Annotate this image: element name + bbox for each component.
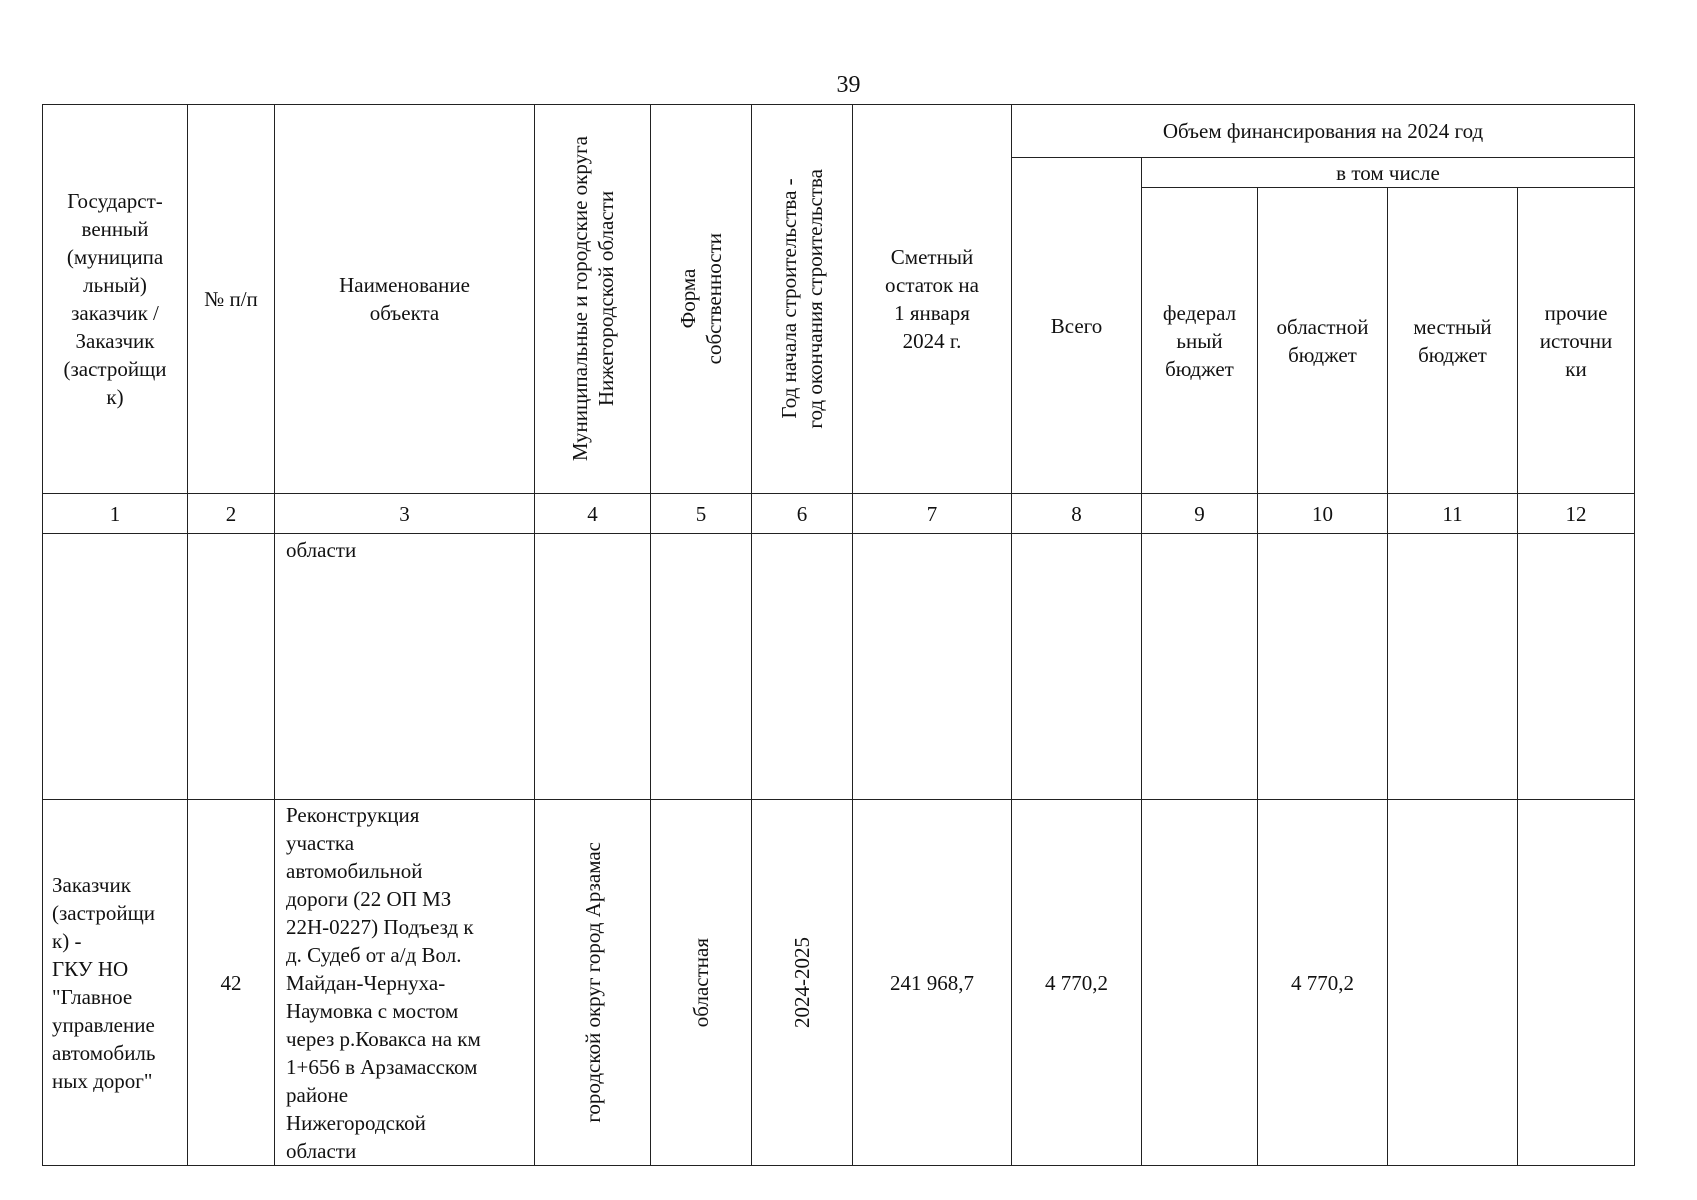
table-cell xyxy=(188,534,275,800)
column-number: 8 xyxy=(1012,494,1142,534)
column-number: 12 xyxy=(1518,494,1635,534)
row-estimate-balance: 241 968,7 xyxy=(853,800,1012,1166)
row-municipality xyxy=(535,800,651,1166)
header-municipality-text: Муниципальные и городские округа Нижегородской области xyxy=(567,136,618,462)
table-cell xyxy=(1012,534,1142,800)
column-number: 5 xyxy=(651,494,752,534)
column-number: 1 xyxy=(43,494,188,534)
table-cell xyxy=(752,534,853,800)
column-number: 7 xyxy=(853,494,1012,534)
header-municipality xyxy=(535,105,651,494)
header-total: Всего xyxy=(1012,158,1142,494)
table-cell xyxy=(651,534,752,800)
column-number: 4 xyxy=(535,494,651,534)
financing-table xyxy=(42,104,1635,1166)
row-customer: Заказчик (застройщи к) - ГКУ НО "Главное управление автомобиль ных дорог" xyxy=(43,800,188,1166)
page-number: 39 xyxy=(836,72,861,98)
row-years xyxy=(752,800,853,1166)
row-local xyxy=(1388,800,1518,1166)
row-federal xyxy=(1142,800,1258,1166)
continuation-object-name: области xyxy=(275,534,535,800)
row-number: 42 xyxy=(188,800,275,1166)
header-customer: Государст- венный (муниципа льный) заказчик / Заказчик (застройщи к) xyxy=(43,105,188,494)
table-cell xyxy=(1518,534,1635,800)
table-cell xyxy=(535,534,651,800)
column-number: 3 xyxy=(275,494,535,534)
header-financing: Объем финансирования на 2024 год xyxy=(1012,105,1635,158)
header-federal: федерал ьный бюджет xyxy=(1142,188,1258,494)
header-other: прочие источни ки xyxy=(1518,188,1635,494)
header-including: в том числе xyxy=(1142,158,1635,188)
column-number: 6 xyxy=(752,494,853,534)
column-number: 9 xyxy=(1142,494,1258,534)
header-years xyxy=(752,105,853,494)
header-row-1 xyxy=(43,105,1635,158)
table-cell xyxy=(853,534,1012,800)
column-number: 11 xyxy=(1388,494,1518,534)
row-regional: 4 770,2 xyxy=(1258,800,1388,1166)
header-ownership xyxy=(651,105,752,494)
header-local: местный бюджет xyxy=(1388,188,1518,494)
row-ownership-text: областная xyxy=(689,937,713,1028)
header-regional: областной бюджет xyxy=(1258,188,1388,494)
column-number: 10 xyxy=(1258,494,1388,534)
header-estimate-balance: Сметный остаток на 1 января 2024 г. xyxy=(853,105,1012,494)
row-municipality-text: городской округ город Арзамас xyxy=(580,842,605,1123)
column-number: 2 xyxy=(188,494,275,534)
table-cell xyxy=(1388,534,1518,800)
row-years-text: 2024-2025 xyxy=(790,937,814,1028)
header-years-text: Год начала строительства - год окончания строительства xyxy=(777,169,827,429)
row-total: 4 770,2 xyxy=(1012,800,1142,1166)
continuation-row xyxy=(43,534,1635,800)
row-other xyxy=(1518,800,1635,1166)
column-numbers-row xyxy=(43,494,1635,534)
row-ownership xyxy=(651,800,752,1166)
table-row xyxy=(43,800,1635,1166)
table-cell xyxy=(1142,534,1258,800)
row-object-name: Реконструкция участка автомобильной дороги (22 ОП МЗ 22Н-0227) Подъезд к д. Судеб от а/д Вол. Майдан-Чернуха- Наумовка с мостом через р.Ковакса на км 1+656 в Арзамасском районе Нижегородской области xyxy=(275,800,535,1166)
header-number: № п/п xyxy=(188,105,275,494)
header-ownership-text: Форма собственности xyxy=(676,233,726,365)
table-cell xyxy=(1258,534,1388,800)
header-object-name: Наименование объекта xyxy=(275,105,535,494)
table-cell xyxy=(43,534,188,800)
